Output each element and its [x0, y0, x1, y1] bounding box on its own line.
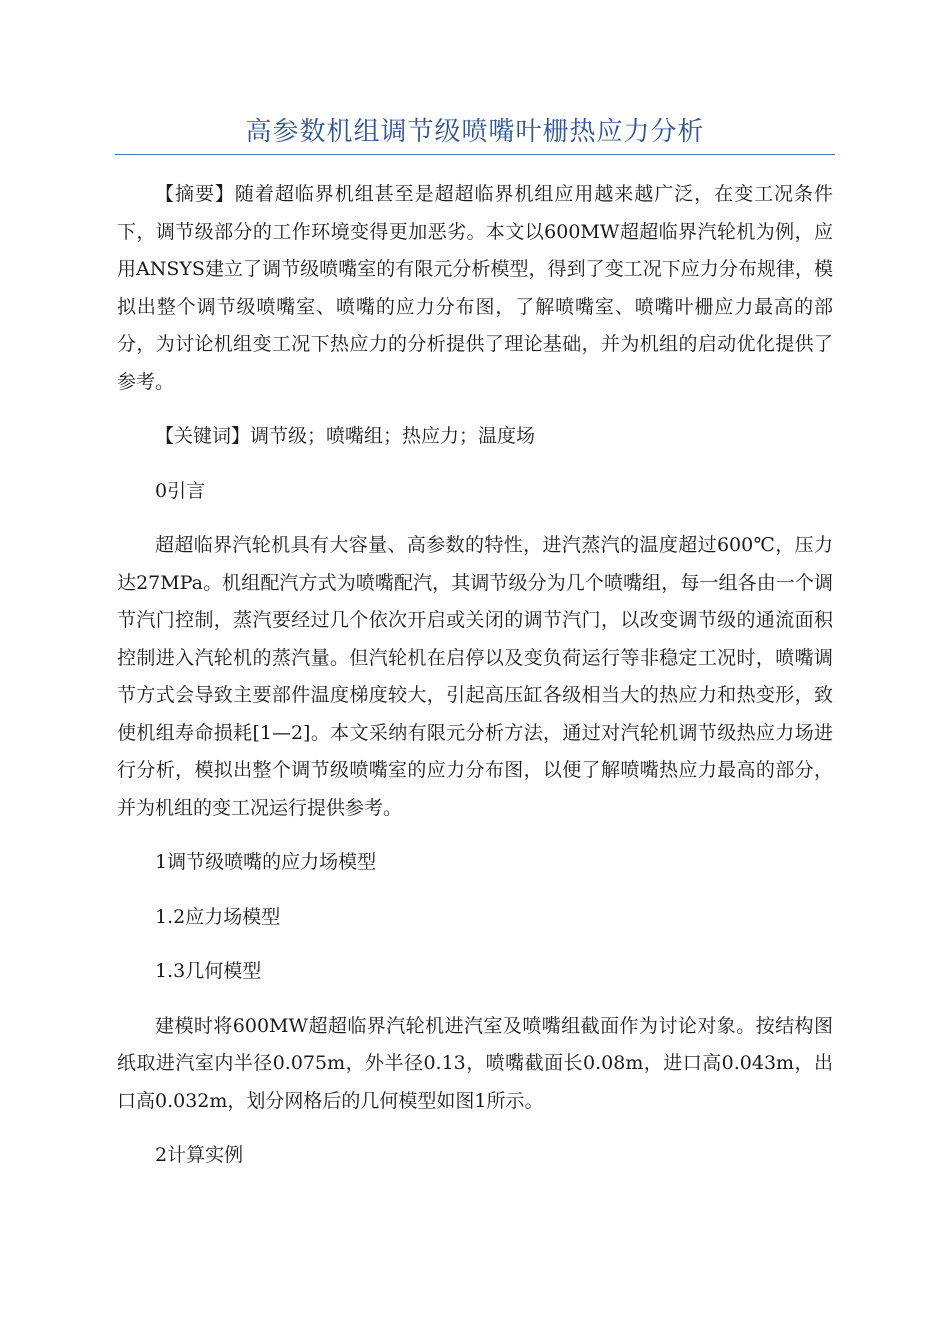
- section-0-heading: 0引言: [155, 479, 206, 502]
- section-2-heading: 2计算实例: [155, 1144, 244, 1166]
- section-1-3-paragraph: 建模时将600MW超超临界汽轮机进汽室及喷嘴组截面作为讨论对象。按结构图纸取进汽室内半径0.075m，外半径0.13，喷嘴截面长0.08m，进口高0.043m，出口高0.032m，划分网格后的几何模型如图1所示。: [117, 1014, 833, 1112]
- section-1-heading: 1调节级喷嘴的应力场模型: [155, 851, 377, 873]
- section-1-3-heading: 1.3几何模型: [155, 960, 262, 982]
- document-title: 高参数机组调节级喷嘴叶栅热应力分析: [245, 117, 705, 147]
- abstract-paragraph: 【摘要】随着超临界机组甚至是超超临界机组应用越来越广泛，在变工况条件下，调节级部分的工作环境变得更加恶劣。本文以600MW超超临界汽轮机为例，应用ANSYS建立了调节级喷嘴室的有限元分析模型，得到了变工况下应力分布规律，模拟出整个调节级喷嘴室、喷嘴的应力分布图，了解喷嘴室、喷嘴叶栅应力最高的部分，为讨论机组变工况下热应力的分析提供了理论基础，并为机组的启动优化提供了参考。: [117, 183, 833, 393]
- keywords-line: 【关键词】调节级；喷嘴组；热应力；温度场: [155, 425, 536, 447]
- document-body: [117, 176, 833, 1192]
- title-underline: [115, 154, 835, 155]
- section-0-paragraph: 超超临界汽轮机具有大容量、高参数的特性，进汽蒸汽的温度超过600℃，压力达27MPa。机组配汽方式为喷嘴配汽，其调节级分为几个喷嘴组，每一组各由一个调节汽门控制，蒸汽要经过几个依次开启或关闭的调节汽门，以改变调节级的通流面积控制进入汽轮机的蒸汽量。但汽轮机在启停以及变负荷运行等非稳定工况时，喷嘴调节方式会导致主要部件温度梯度较大，引起高压缸各级相当大的热应力和热变形，致使机组寿命损耗[1—2]。本文采纳有限元分析方法，通过对汽轮机调节级热应力场进行分析，模拟出整个调节级喷嘴室的应力分布图，以便了解喷嘴热应力最高的部分，并为机组的变工况运行提供参考。: [117, 534, 833, 819]
- section-1-2-heading: 1.2应力场模型: [155, 905, 281, 928]
